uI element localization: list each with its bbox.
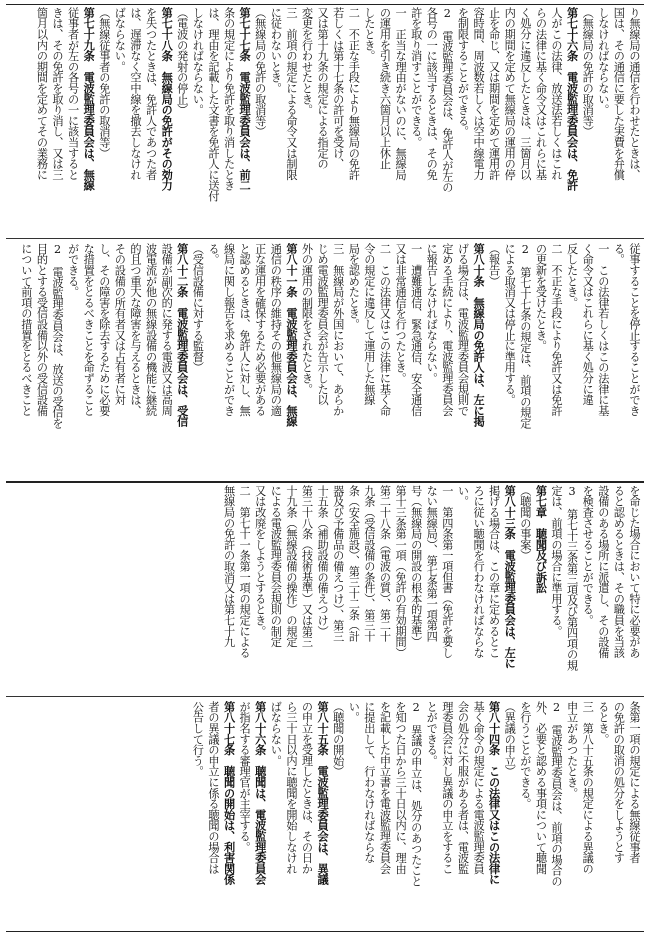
article-heading-line: 第八十四条 この法律又はこの法律に (487, 701, 501, 885)
text-line: の更新を受けたとき。 (534, 243, 548, 352)
text-line: 条第一項の規定による無線従事者 (628, 701, 641, 864)
text-line: 又は非常通信を行つたとき。 (394, 243, 408, 384)
text-line: 一 遭難通信、緊急通信、安全通信 (409, 243, 423, 416)
text-line: 線局に関し報告を求めることができ (222, 243, 236, 416)
text-line: ろに従い聴聞を行わなければならな (472, 485, 486, 658)
text-line: 会の処分に不服がある者は、電波監 (456, 701, 470, 874)
article-heading-line: 第七十六条 電波監理委員会は、免許 (565, 7, 579, 191)
text-line: 一 正当な理由がないのに、無線局 (394, 7, 408, 180)
text-line: 従事者が左の各号の一に該当すると (66, 7, 80, 180)
text-line: 容時間、周波数若しくは空中線電力 (472, 7, 486, 180)
text-line: ら三十日以内に聴聞を開始しなけれ (284, 701, 298, 874)
article-heading-line: 第八十六条 聴聞は、電波監理委員会 (253, 701, 267, 885)
text-line: 二 第七十一条第一項の規定による (238, 485, 252, 658)
article-caption-line: （受信設備に対する監督） (191, 243, 205, 373)
text-line: るとき。 (596, 701, 610, 745)
article-heading-line: 第八十二条 電波監理委員会は、受信 (175, 243, 189, 427)
text-line: を知つた日から三十日以内に、理由 (394, 701, 408, 874)
text-line: しなければならない。 (596, 7, 610, 116)
text-line: 定は、前項の場合に準用する。 (550, 485, 564, 637)
article-caption-line: （電波の発射の停止） (175, 7, 189, 116)
text-line: 反したとき。 (565, 243, 579, 308)
text-line: は、遅滞なく空中線を撤去しなけれ (129, 7, 142, 180)
text-line: じめ電波監理委員会が告示した以 (316, 243, 330, 406)
text-line: 的且つ重大な障害を与えるときは、 (129, 243, 142, 416)
article-caption-line: （報告） (487, 243, 501, 287)
text-line: について前項の措置をとるべきこと (19, 243, 33, 416)
text-line: 又は改廃をしようとするとき。 (253, 485, 267, 637)
text-line: 設備のある場所に派遣し、その設備 (596, 485, 610, 658)
text-line: による電波監理委員会規則の制定 (269, 485, 283, 648)
text-line: 3 第七十三条第三項及び第四項の規 (565, 485, 579, 671)
text-line: り無線局の通信を行わせたときは、 (628, 7, 641, 180)
text-line: 十五条（補助設備の備えつけ） (316, 485, 330, 637)
text-line: 器及び予備品の備えつけ）、第三 (331, 485, 345, 642)
text-line: しなければならない。 (191, 7, 205, 116)
text-line: 理委員会に対し異議の申立をするこ (440, 701, 454, 874)
text-line: らの法律に基く命令又はこれらに基 (534, 7, 548, 180)
text-line: 二 不正な手段により免許又は免許 (550, 243, 564, 416)
text-line: く処分に違反したときは、三箇月以 (518, 7, 532, 180)
text-line: 許を取り消すことができる。 (409, 7, 423, 148)
article-caption-line: （聴聞の開始） (331, 701, 345, 777)
text-line: 号（無線局の開設の根本的基準） (409, 485, 423, 648)
text-line: 通信の秩序の維持その他無線局の適 (269, 243, 283, 416)
text-line: の運用を引き続き六箇月以上休止 (378, 7, 392, 170)
text-line: 国は、その通信に要した実費を弁償 (612, 7, 626, 180)
article-heading-line: 第八十一条 電波監理委員会は、無線 (284, 243, 298, 427)
text-line: 変更を行わせたとき。 (300, 7, 314, 116)
text-line: 一 第四条第一項但書（免許を要し (440, 485, 454, 658)
text-line: く命令又はこれらに基く処分に違 (581, 243, 595, 406)
text-line: を命じた場合において特に必要があ (628, 485, 641, 658)
text-line: 内の期間を定めて無線局の運用の停 (503, 7, 517, 180)
text-line: その設備の所有者又は占有者に対 (113, 243, 127, 406)
text-line: 設備が副次的に発する電波又は高周 (160, 243, 174, 416)
text-line: げる場合は、電波監理委員会規則で (456, 243, 470, 416)
text-line: とができる。 (425, 701, 439, 766)
lower-band (6, 482, 644, 932)
text-line: 2 電波監理委員会は、放送の受信を (51, 243, 65, 429)
text-line: ると認めるときは、その職員を当該 (612, 485, 626, 658)
tier-lower-bottom (6, 699, 644, 929)
text-line: 第十三条第一項（免許の有効期間） (394, 485, 408, 658)
text-line: 2 電波監理委員会は、前項の場合の (550, 701, 564, 887)
text-line: な措置をとるべきことを命ずること (82, 243, 96, 416)
text-line: 従事することを停止することができ (628, 243, 641, 416)
text-line: 掲げる場合は、この章に定めるとこ (487, 485, 501, 658)
text-line: きは、その免許を取り消し、又は三 (51, 7, 65, 180)
tier-upper-top (6, 5, 644, 239)
text-line: る。 (612, 243, 626, 265)
text-line: 第三十八条（技術基準）又は第三 (300, 485, 314, 648)
article-caption-line: （聴聞の事案） (518, 485, 532, 561)
article-heading-line: 第八十七条 聴聞の開始は、利害関係 (222, 701, 236, 885)
text-line: 条（安全施設）、第三十二条（計 (347, 485, 361, 642)
text-line: に報告しなければならない。 (425, 243, 439, 384)
article-caption-line: （異議の申立） (503, 701, 517, 777)
text-line: に提出して、行わなければならな (362, 701, 376, 864)
text-line: し、その障害を除去するために必要 (97, 243, 111, 416)
text-line: 無線局の免許の取消又は第七十九 (222, 485, 236, 648)
text-line: 二 この法律又はこの法律に基く命 (378, 243, 392, 416)
text-line: は、理由を記載した文書を免許人に送付 (206, 7, 220, 202)
text-line: 波電流が他の無線設備の機能に継続 (144, 243, 158, 416)
text-line: 九条（受信設備の条件）、第三十 (362, 485, 376, 642)
article-heading-line: 第七十九条 電波監理委員会は、無線 (82, 7, 96, 191)
article-caption-line: （無線従事者の免許の取消等） (97, 7, 111, 159)
text-line: い。 (456, 485, 470, 507)
text-line: ばならない。 (113, 7, 127, 72)
text-line: 十九条（無線設備の操作）の規定 (284, 485, 298, 648)
text-line: る。 (206, 243, 220, 265)
text-line: 各号の一に該当するときは、その免 (425, 7, 439, 180)
article-heading-line: 第八十三条 電波監理委員会は、左に (503, 485, 517, 669)
text-line: 目的とする受信設備以外の受信設備 (35, 243, 49, 416)
text-line: 若しくは第十七条の許可を受け、 (331, 7, 345, 170)
text-line: ない無線局）、第七条第一項第四 (425, 485, 439, 642)
text-line: 止を命じ、又は期間を定めて運用許 (487, 7, 501, 180)
text-line: したとき。 (362, 7, 376, 62)
article-heading-line: 第七十七条 電波監理委員会は、前二 (238, 7, 252, 191)
text-line: 申立があつたとき。 (565, 701, 579, 799)
tier-upper-bottom (6, 241, 644, 479)
text-line: 定める手続により、電波監理委員会 (440, 243, 454, 416)
article-heading-line: 第七章 聴聞及び訴訟 (534, 485, 548, 594)
text-line: 三 第八十五条の規定による異議の (581, 701, 595, 874)
text-line: が指名する審理官が主宰する。 (238, 701, 252, 853)
text-line: 基く命令の規定による電波監理委員 (472, 701, 486, 874)
text-line: 又は第十九条の規定による指定の (316, 7, 330, 170)
text-line: 局を認めたとき。 (347, 243, 361, 330)
text-line: ができる。 (66, 243, 80, 298)
text-line: 公告して行う。 (191, 701, 205, 777)
text-line: 人がこの法律、放送法若しくはこれ (550, 7, 564, 180)
text-line: と認めるときは、免許人に対し、無 (238, 243, 252, 416)
text-line: による取消又は停止に準用する。 (503, 243, 517, 406)
text-line: に従わないとき。 (269, 7, 283, 94)
text-line: ばならない。 (269, 701, 283, 766)
text-line: を記載した申立書を電波監理委員会 (378, 701, 392, 874)
text-line: 外、必要と認める事項について聴聞 (534, 701, 548, 874)
text-line: 二 不正な手段により無線局の免許 (347, 7, 361, 180)
article-heading-line: 第七十八条 無線局の免許がその効力 (160, 7, 174, 191)
text-line: を検査させることができる。 (581, 485, 595, 626)
text-line: の申立を受理したときは、その日か (300, 701, 314, 874)
text-line: 第二十八条（電波の質）、第二十 (378, 485, 392, 642)
document-page (6, 4, 644, 931)
article-heading-line: 第八十条 無線局の免許人は、左に掲 (472, 243, 486, 427)
upper-band (6, 4, 644, 482)
text-line: を行うことができる。 (518, 701, 532, 810)
text-line: 条の規定により免許を取り消したとき (222, 7, 236, 191)
text-line: の免許の取消の処分をしようとす (612, 701, 626, 864)
text-line: 一 この法律若しくはこの法律に基 (596, 243, 610, 416)
text-line: 三 無線局が外国において、あらか (331, 243, 345, 416)
article-heading-line: 第八十五条 電波監理委員会は、異議 (316, 701, 330, 885)
text-line: 正な運用を確保するため必要がある (253, 243, 267, 416)
text-line: 令の規定に違反して運用した無線 (362, 243, 376, 406)
text-line: 者の異議の申立に係る聴聞の場合は (206, 701, 220, 874)
article-caption-line: （無線局の免許の取消等） (253, 7, 267, 137)
text-line: 2 第七十七条の規定は、前項の規定 (518, 243, 532, 429)
text-line: 外の運用の制限をされたとき。 (300, 243, 314, 395)
text-line: い。 (347, 701, 361, 723)
text-line: 2 電波監理委員会は、免許人が左の (440, 7, 454, 193)
text-line: 2 異議の申立は、処分のあつたこと (409, 701, 423, 887)
tier-lower-top (6, 483, 644, 697)
article-caption-line: （無線局の免許の取消等） (581, 7, 595, 137)
text-line: を失つたときは、免許人であつた者 (144, 7, 158, 180)
text-line: を制限することができる。 (456, 7, 470, 137)
text-line: 箇月以内の期間を定めてその業務に (35, 7, 49, 180)
text-line: 三 前項の規定による命令又は制限 (284, 7, 298, 180)
